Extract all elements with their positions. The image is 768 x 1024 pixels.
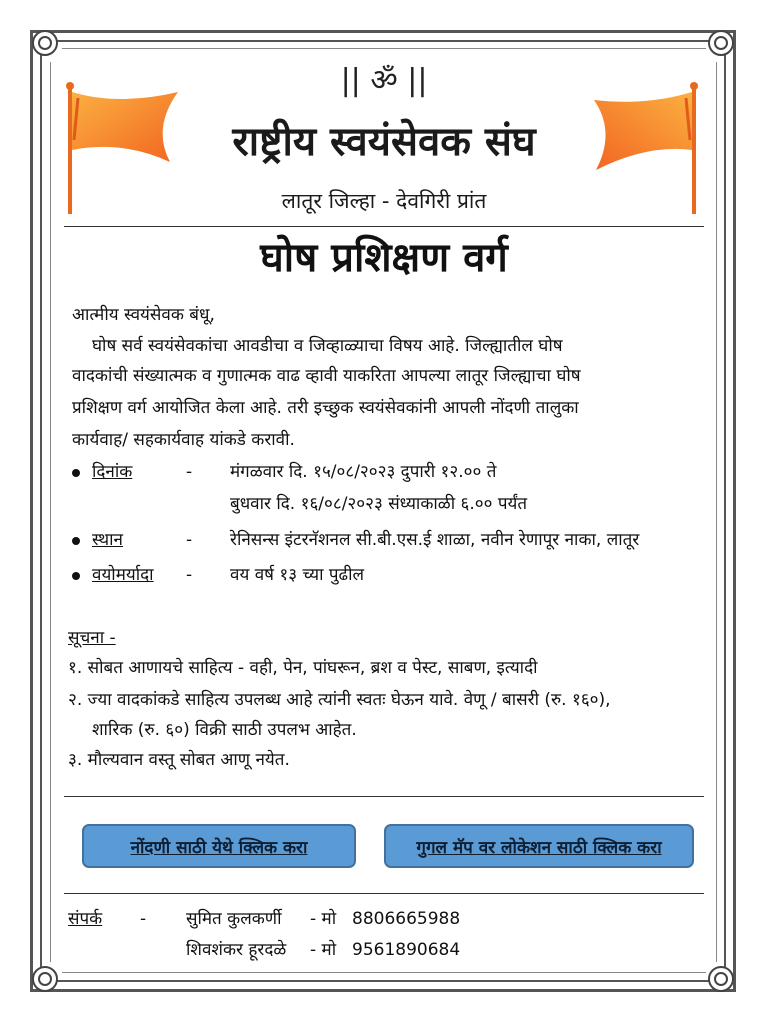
date-label: दिनांक [92, 462, 133, 482]
contact-sep-2: - मो [310, 940, 337, 960]
bullet-icon [72, 537, 80, 545]
intro-line-1: घोष सर्व स्वयंसेवकांचा आवडीचा व जिव्हाळ्याचा विषय आहे. जिल्ह्यातील घोष [92, 336, 563, 356]
greeting: आत्मीय स्वयंसेवक बंधू, [72, 305, 215, 325]
intro-line-3: प्रशिक्षण वर्ग आयोजित केला आहे. तरी इच्छुक स्वयंसेवकांनी आपली नोंदणी तालुका [72, 398, 579, 418]
event-title: घोष प्रशिक्षण वर्ग [260, 235, 508, 281]
contact-phone-2: 9561890684 [352, 940, 461, 960]
corner-ornament-top-right [706, 28, 736, 58]
region-subtitle: लातूर जिल्हा - देवगिरी प्रांत [281, 189, 487, 213]
venue-dash: - [186, 530, 193, 550]
contact-sep-1: - मो [310, 909, 337, 929]
corner-ornament-top-left [30, 28, 60, 58]
venue-value: रेनिसन्स इंटरनॅशनल सी.बी.एस.ई शाळा, नवीन रेणापूर नाका, लातूर [230, 530, 640, 550]
contact-name-2: शिवशंकर हूरदळे [186, 940, 287, 960]
date-value-line-2: बुधवार दि. १६/०८/२०२३ संध्याकाळी ६.०० पर्यंत [230, 494, 528, 514]
om-mantra: || ॐ || [340, 63, 428, 98]
note-item-3: ३. मौल्यवान वस्तू सोबत आणू नयेत. [68, 750, 290, 770]
note-item-2: २. ज्या वादकांकडे साहित्य उपलब्ध आहे त्यांनी स्वतः घेऊन यावे. वेणू / बासरी (रु. १६०), [68, 690, 611, 710]
section-divider-bottom [64, 893, 704, 894]
corner-ornament-bottom-left [30, 964, 60, 994]
age-limit-label: वयोमर्यादा [92, 565, 154, 585]
location-map-button[interactable]: गुगल मॅप वर लोकेशन साठी क्लिक करा [384, 824, 694, 868]
note-item-2-continued: शारिक (रु. ६०) विक्री साठी उपलभ आहेत. [92, 720, 357, 740]
organization-title: राष्ट्रीय स्वयंसेवक संघ [232, 119, 536, 165]
register-button[interactable]: नोंदणी साठी येथे क्लिक करा [82, 824, 356, 868]
age-limit-dash: - [186, 565, 193, 585]
border-bottom-line [62, 972, 706, 973]
contact-phone-1: 8806665988 [352, 909, 461, 929]
note-item-1: १. सोबत आणायचे साहित्य - वही, पेन, पांघरून, ब्रश व पेस्ट, साबण, इत्यादी [68, 658, 538, 678]
bullet-icon [72, 469, 80, 477]
border-top-line [62, 48, 706, 49]
contact-name-1: सुमित कुलकर्णी [186, 909, 282, 929]
intro-line-4: कार्यवाह/ सहकार्यवाह यांकडे करावी. [72, 430, 295, 450]
date-dash: - [186, 462, 193, 482]
venue-label: स्थान [92, 530, 123, 550]
contact-dash: - [140, 909, 147, 929]
contact-label: संपर्क [68, 909, 103, 929]
notes-heading: सूचना - [68, 628, 116, 648]
date-value-line-1: मंगळवार दि. १५/०८/२०२३ दुपारी १२.०० ते [230, 462, 497, 482]
age-limit-value: वय वर्ष १३ च्या पुढील [230, 565, 365, 585]
intro-line-2: वादकांची संख्यात्मक व गुणात्मक वाढ व्हावी याकरिता आपल्या लातूर जिल्ह्याचा घोष [72, 366, 581, 386]
section-divider-top [64, 796, 704, 797]
corner-ornament-bottom-right [706, 964, 736, 994]
bullet-icon [72, 572, 80, 580]
header-divider [64, 226, 704, 227]
